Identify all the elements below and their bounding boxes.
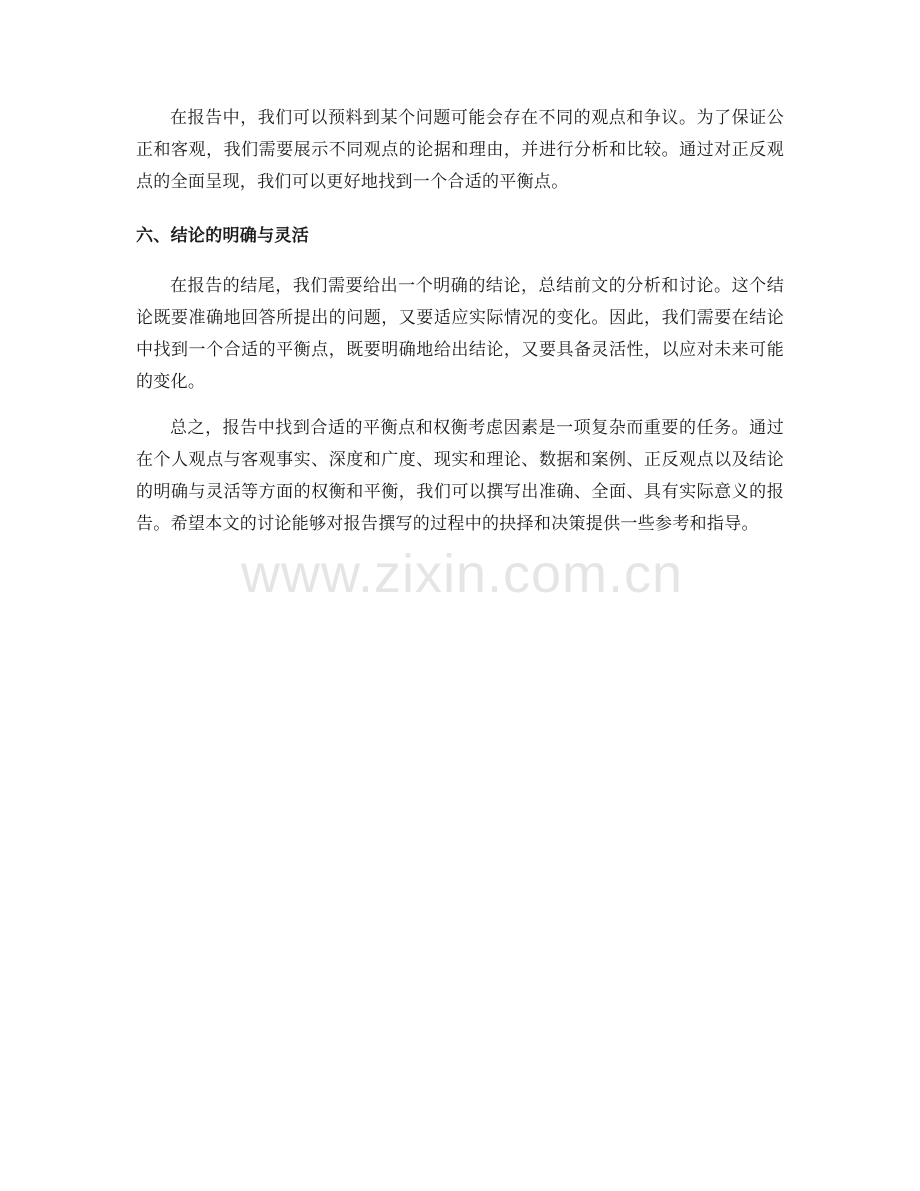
document-body	[136, 102, 784, 540]
body-paragraph: 在报告中，我们可以预料到某个问题可能会存在不同的观点和争议。为了保证公正和客观，我们需要展示不同观点的论据和理由，并进行分析和比较。通过对正反观点的全面呈现，我们可以更好地找到一个合适的平衡点。	[136, 108, 784, 192]
section-heading: 六、结论的明确与灵活	[136, 226, 309, 246]
body-paragraph: 总之，报告中找到合适的平衡点和权衡考虑因素是一项复杂而重要的任务。通过在个人观点与客观事实、深度和广度、现实和理论、数据和案例、正反观点以及结论的明确与灵活等方面的权衡和平衡，我们可以撰写出准确、全面、具有实际意义的报告。希望本文的讨论能够对报告撰写的过程中的抉择和决策提供一些参考和指导。	[136, 418, 784, 534]
watermark: www.zixin.com.cn	[240, 544, 684, 604]
body-paragraph: 在报告的结尾，我们需要给出一个明确的结论，总结前文的分析和讨论。这个结论既要准确地回答所提出的问题，又要适应实际情况的变化。因此，我们需要在结论中找到一个合适的平衡点，既要明确地给出结论，又要具备灵活性，以应对未来可能的变化。	[136, 276, 784, 392]
